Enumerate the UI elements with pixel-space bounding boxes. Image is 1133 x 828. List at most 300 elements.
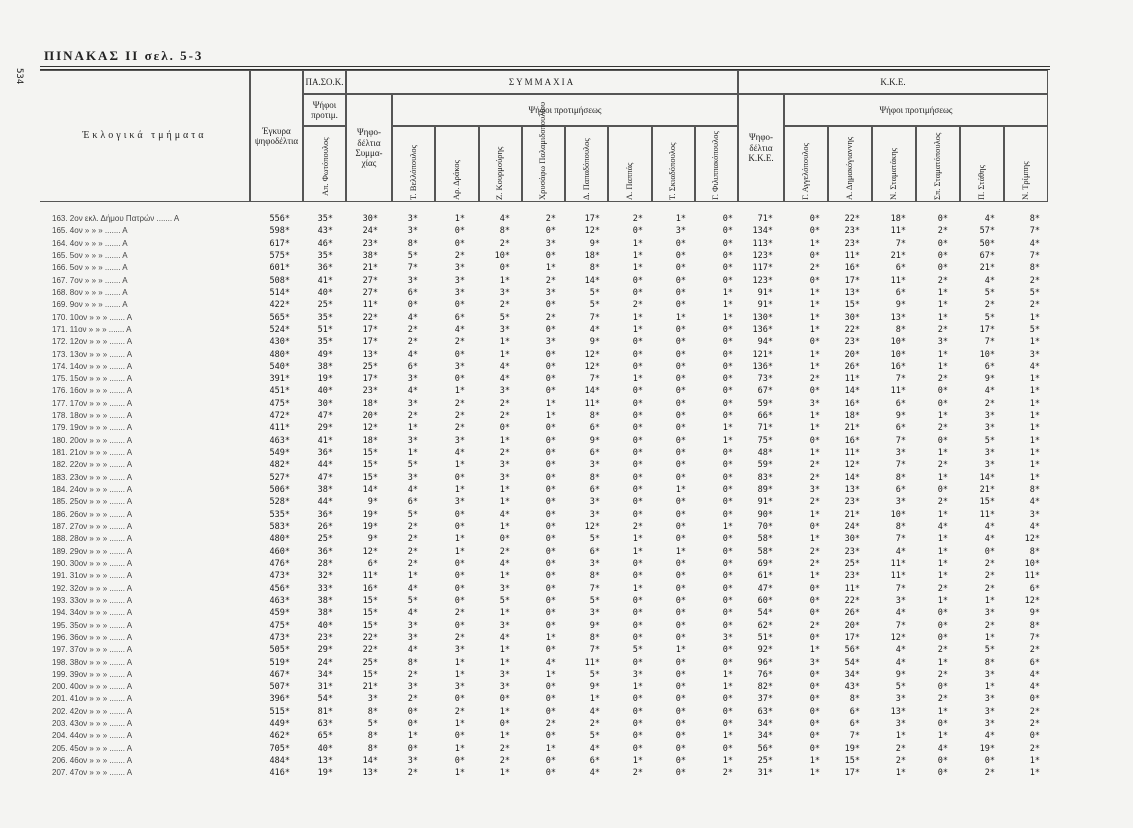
table-cell: 23* [844,571,860,582]
table-cell: 3* [407,435,418,446]
table-cell: 8* [895,324,906,335]
table-cell: 0* [722,706,733,717]
row-label: 181. 21ον » » » ....... Α [52,448,133,458]
symmaxia-candidate-label: Γ. Φιλιππακόπουλος [710,131,721,200]
table-cell: 59* [757,398,773,409]
table-cell: 12* [584,361,600,372]
row-label: 173. 13ον » » » ....... Α [52,349,133,359]
table-cell: 3* [984,448,995,459]
table-cell: 15* [362,669,378,680]
table-cell: 4* [895,657,906,668]
table-cell: 1* [937,411,948,422]
pasok-title-text: ΠΑ.ΣΟ.Κ. [305,76,344,87]
table-cell: 527* [269,472,290,483]
table-cell: 43* [317,226,333,237]
table-cell: 6* [849,719,860,730]
table-cell: 7* [589,645,600,656]
table-cell: 463* [269,435,290,446]
table-cell: 1* [454,657,465,668]
table-cell: 3* [984,706,995,717]
table-cell: 1* [722,682,733,693]
row-label: 169. 9ον » » » ....... Α [52,300,128,310]
table-cell: 5* [407,509,418,520]
table-cell: 519* [269,657,290,668]
table-cell: 25* [317,300,333,311]
row-label: 187. 27ον » » » ....... Α [52,522,133,531]
table-cell: 459* [269,608,290,619]
table-cell: 11* [584,657,600,668]
table-cell: 505* [269,645,290,656]
table-cell: 0* [675,620,686,631]
table-cell: 1* [407,423,418,434]
table-cell: 8* [367,731,378,742]
table-cell: 25* [362,361,378,372]
table-cell: 0* [722,743,733,754]
table-cell: 0* [937,768,948,779]
row-label: 178. 18ον » » » ....... Α [52,411,133,421]
table-cell: 6* [407,497,418,508]
table-cell: 20* [362,411,378,422]
table-cell: 8* [895,472,906,483]
table-cell: 2* [545,214,556,224]
table-cell: 1* [454,460,465,471]
table-cell: 0* [454,509,465,520]
row-label: 185. 25ον » » » ....... Α [52,497,133,507]
table-cell: 4* [895,608,906,619]
table-cell: 62* [757,620,773,631]
table-cell: 5* [499,312,510,323]
table-cell: 4* [937,743,948,754]
table-cell: 1* [675,645,686,656]
table-cell: 1* [589,694,600,705]
table-cell: 6* [895,263,906,274]
table-cell: 1* [722,423,733,434]
table-cell: 3* [589,509,600,520]
table-cell: 472* [269,411,290,422]
table-cell: 13* [890,312,906,323]
table-cell: 54* [757,608,773,619]
table-cell: 1* [937,571,948,582]
table-cell: 5* [984,435,995,446]
table-cell: 3* [454,497,465,508]
table-cell: 3* [499,472,510,483]
table-cell: 0* [722,448,733,459]
table-cell: 0* [545,374,556,385]
table-cell: 96* [757,657,773,668]
table-cell: 0* [632,435,643,446]
table-cell: 3* [499,620,510,631]
row-label: 206. 46ον » » » ....... Α [52,756,133,766]
table-cell: 3* [632,669,643,680]
table-cell: 0* [632,743,643,754]
table-cell: 1* [809,287,820,298]
table-cell: 4* [454,324,465,335]
table-cell: 49* [317,349,333,360]
table-cell: 2* [937,460,948,471]
row-label: 192. 32ον » » » ....... Α [52,583,133,593]
table-cell: 34* [844,669,860,680]
table-cell: 3* [454,263,465,274]
table-cell: 12* [584,349,600,360]
table-cell: 26* [317,522,333,532]
table-cell: 12* [362,423,378,434]
table-cell: 1* [632,250,643,261]
table-cell: 0* [722,275,733,286]
table-cell: 473* [269,632,290,643]
table-cell: 3* [1029,349,1040,360]
table-cell: 506* [269,485,290,496]
table-cell: 17* [362,324,378,335]
table-cell: 5* [632,645,643,656]
table-cell: 0* [454,522,465,532]
table-cell: 0* [499,263,510,274]
table-cell: 2* [545,275,556,286]
table-cell: 2* [984,571,995,582]
table-cell: 0* [545,386,556,397]
table-cell: 19* [979,743,995,754]
table-cell: 8* [367,706,378,717]
table-cell: 1* [937,312,948,323]
table-cell: 71* [757,423,773,434]
top-rule [40,66,1050,67]
table-cell: 0* [937,238,948,249]
table-cell: 4* [499,509,510,520]
table-cell: 7* [589,583,600,594]
table-cell: 0* [937,620,948,631]
table-cell: 28* [317,558,333,569]
table-cell: 2* [632,300,643,311]
table-cell: 12* [1024,534,1040,545]
table-cell: 3* [454,275,465,286]
symmaxia-candidate-label: Τ. Σκιαδόπουλος [667,142,678,200]
table-cell: 0* [632,460,643,471]
table-cell: 2* [1029,706,1040,717]
table-cell: 34* [317,669,333,680]
table-cell: 8* [1029,485,1040,496]
table-cell: 0* [809,435,820,446]
table-cell: 0* [632,349,643,360]
table-cell: 4* [1029,522,1040,532]
table-cell: 0* [809,275,820,286]
table-cell: 19* [317,768,333,779]
table-cell: 1* [1029,411,1040,422]
table-cell: 0* [632,448,643,459]
table-cell: 2* [937,324,948,335]
table-cell: 11* [362,300,378,311]
table-cell: 5* [895,682,906,693]
table-cell: 0* [675,337,686,348]
table-cell: 15* [844,300,860,311]
table-cell: 3* [809,398,820,409]
table-cell: 0* [937,435,948,446]
table-cell: 15* [362,595,378,606]
table-cell: 0* [809,694,820,705]
table-cell: 2* [407,522,418,532]
table-cell: 6* [407,361,418,372]
table-cell: 1* [675,485,686,496]
table-cell: 1* [984,595,995,606]
table-cell: 4* [1029,238,1040,249]
table-cell: 1* [499,337,510,348]
table-cell: 6* [589,546,600,557]
table-cell: 422* [269,300,290,311]
row-label: 165. 5ον » » » ....... Α [52,250,128,260]
table-cell: 15* [844,756,860,767]
table-cell: 1* [722,312,733,323]
table-cell: 30* [844,534,860,545]
table-cell: 22* [362,632,378,643]
table-cell: 4* [454,448,465,459]
table-cell: 449* [269,719,290,730]
table-cell: 1* [809,312,820,323]
table-cell: 91* [757,300,773,311]
kke-candidate-label: Ν. Σταματάκης [888,147,898,200]
table-cell: 44* [317,497,333,508]
table-cell: 76* [757,669,773,680]
row-label: 186. 26ον » » » ....... Α [52,509,133,519]
table-cell: 1* [937,657,948,668]
table-cell: 41* [317,275,333,286]
table-cell: 31* [757,768,773,779]
table-cell: 0* [984,546,995,557]
table-cell: 1* [499,657,510,668]
table-cell: 1* [809,300,820,311]
table-cell: 1* [937,706,948,717]
table-cell: 67* [979,250,995,261]
table-cell: 4* [589,743,600,754]
table-cell: 9* [895,300,906,311]
table-cell: 0* [675,448,686,459]
table-cell: 467* [269,669,290,680]
table-cell: 38* [317,608,333,619]
table-cell: 540* [269,361,290,372]
table-cell: 2* [407,324,418,335]
table-cell: 451* [269,386,290,397]
table-cell: 0* [809,632,820,643]
table-cell: 22* [362,312,378,323]
table-cell: 12* [890,632,906,643]
table-cell: 71* [757,214,773,224]
table-cell: 0* [545,349,556,360]
table-cell: 0* [632,571,643,582]
table-cell: 3* [407,632,418,643]
table-cell: 4* [407,608,418,619]
table-cell: 35* [317,250,333,261]
table-cell: 5* [589,595,600,606]
row-label: 202. 42ον » » » ....... Α [52,706,133,716]
table-cell: 475* [269,398,290,409]
table-cell: 2* [937,694,948,705]
table-cell: 1* [722,756,733,767]
row-label: 204. 44ον » » » ....... Α [52,731,133,741]
table-cell: 11* [890,226,906,237]
table-cell: 1* [722,300,733,311]
table-cell: 0* [722,546,733,557]
table-cell: 26* [844,608,860,619]
table-cell: 2* [895,756,906,767]
table-cell: 2* [407,768,418,779]
table-cell: 3* [454,645,465,656]
table-cell: 2* [407,694,418,705]
table-cell: 0* [499,423,510,434]
table-cell: 0* [632,694,643,705]
table-cell: 391* [269,374,290,385]
table-cell: 30* [317,398,333,409]
table-cell: 0* [454,583,465,594]
table-cell: 1* [454,743,465,754]
table-cell: 0* [545,608,556,619]
table-cell: 13* [844,485,860,496]
table-cell: 8* [1029,214,1040,224]
table-cell: 0* [454,374,465,385]
table-cell: 7* [589,374,600,385]
table-cell: 601* [269,263,290,274]
table-cell: 1* [722,522,733,532]
table-cell: 1* [984,632,995,643]
table-cell: 7* [849,731,860,742]
row-label: 194. 34ον » » » ....... Α [52,608,133,618]
table-cell: 0* [454,300,465,311]
table-cell: 1* [809,238,820,249]
table-cell: 0* [675,497,686,508]
table-cell: 1* [809,423,820,434]
table-cell: 1* [454,719,465,730]
table-cell: 2* [499,398,510,409]
table-cell: 1* [722,435,733,446]
table-cell: 0* [675,558,686,569]
table-cell: 0* [937,756,948,767]
table-cell: 70* [757,522,773,532]
table-cell: 0* [454,731,465,742]
table-cell: 0* [454,349,465,360]
table-cell: 2* [407,411,418,422]
table-cell: 5* [367,719,378,730]
table-cell: 2* [632,768,643,779]
table-cell: 92* [757,645,773,656]
table-cell: 40* [317,743,333,754]
table-cell: 11* [844,374,860,385]
table-cell: 7* [407,263,418,274]
table-cell: 5* [589,287,600,298]
table-cell: 16* [362,583,378,594]
table-cell: 1* [632,756,643,767]
table-cell: 7* [984,337,995,348]
table-cell: 8* [589,571,600,582]
row-label: 166. 5ον » » » ....... Α [52,263,128,273]
table-cell: 1* [809,509,820,520]
table-cell: 0* [809,706,820,717]
table-cell: 0* [499,694,510,705]
table-cell: 1* [1029,435,1040,446]
table-cell: 1* [407,731,418,742]
table-cell: 0* [545,448,556,459]
table-cell: 19* [362,522,378,532]
table-cell: 0* [632,472,643,483]
table-cell: 11* [362,571,378,582]
table-cell: 11* [844,250,860,261]
table-cell: 1* [1029,472,1040,483]
table-cell: 3* [809,657,820,668]
page-title: ΠΙΝΑΚΑΣ II σελ. 5-3 [44,48,204,63]
table-cell: 0* [545,435,556,446]
table-cell: 35* [317,337,333,348]
row-label: 190. 30ον » » » ....... Α [52,558,133,568]
table-cell: 33* [317,583,333,594]
table-cell: 0* [722,250,733,261]
table-cell: 4* [984,731,995,742]
table-cell: 0* [545,226,556,237]
table-cell: 11* [890,386,906,397]
table-cell: 5* [589,669,600,680]
table-cell: 3* [895,694,906,705]
table-cell: 1* [809,324,820,335]
table-cell: 1* [895,768,906,779]
row-label: 182. 22ον » » » ....... Α [52,460,133,470]
table-cell: 36* [317,546,333,557]
table-cell: 3* [545,238,556,249]
table-cell: 25* [757,756,773,767]
table-cell: 2* [499,756,510,767]
table-cell: 0* [545,509,556,520]
table-cell: 17* [844,768,860,779]
table-cell: 5* [589,534,600,545]
table-cell: 0* [454,595,465,606]
table-cell: 9* [589,435,600,446]
table-cell: 17* [844,632,860,643]
table-cell: 4* [1029,682,1040,693]
table-cell: 4* [407,312,418,323]
table-cell: 0* [545,522,556,532]
table-cell: 22* [844,214,860,224]
table-cell: 12* [584,226,600,237]
table-cell: 17* [362,337,378,348]
table-cell: 2* [1029,743,1040,754]
table-cell: 1* [545,632,556,643]
table-cell: 8* [984,657,995,668]
table-cell: 63* [757,706,773,717]
table-cell: 23* [844,238,860,249]
table-cell: 40* [317,386,333,397]
table-cell: 4* [407,583,418,594]
table-cell: 411* [269,423,290,434]
row-label: 171. 11ον » » » ....... Α [52,324,132,334]
table-cell: 0* [722,534,733,545]
table-cell: 575* [269,250,290,261]
table-cell: 0* [809,226,820,237]
table-cell: 4* [407,386,418,397]
table-cell: 430* [269,337,290,348]
table-cell: 6* [367,558,378,569]
table-cell: 3* [895,497,906,508]
row-label: 165. 4ον » » » ....... Α [52,226,128,236]
table-cell: 0* [937,719,948,730]
table-cell: 24* [844,522,860,532]
table-cell: 91* [757,497,773,508]
table-cell: 2* [984,398,995,409]
table-cell: 460* [269,546,290,557]
table-cell: 60* [757,595,773,606]
table-cell: 3* [809,485,820,496]
row-label: 163. 2ον εκλ. Δήμου Πατρών ....... Α [52,214,180,223]
table-cell: 11* [890,275,906,286]
table-cell: 3* [499,287,510,298]
table-cell: 36* [317,509,333,520]
table-cell: 4* [895,546,906,557]
pasok-title [303,70,346,94]
table-cell: 4* [407,485,418,496]
table-cell: 535* [269,509,290,520]
table-cell: 0* [722,337,733,348]
